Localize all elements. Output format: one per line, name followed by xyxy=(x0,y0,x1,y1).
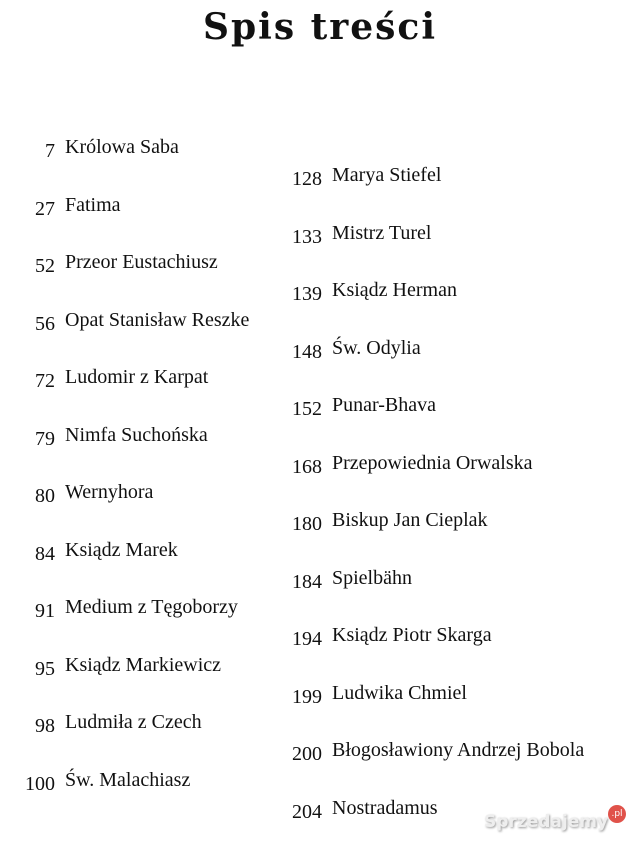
entry-title: Ksiądz Marek xyxy=(65,538,178,561)
page-number: 52 xyxy=(35,255,55,277)
page-number: 133 xyxy=(292,225,322,248)
page-number: 7 xyxy=(45,140,55,162)
entry-title: Biskup Jan Cieplak xyxy=(332,509,488,531)
page-number: 168 xyxy=(292,455,322,478)
page-number: 184 xyxy=(292,570,322,593)
entry-title: Nostradamus xyxy=(332,796,438,819)
entry-title: Medium z Tęgoborzy xyxy=(65,596,238,618)
entry-title: Królowa Saba xyxy=(65,136,179,158)
page-number: 199 xyxy=(292,685,322,708)
entry-title: Błogosławiony Andrzej Bobola xyxy=(332,739,585,761)
entry-title: Nimfa Suchońska xyxy=(65,423,208,446)
watermark-badge: .pl xyxy=(608,805,626,823)
entry-title: Ludomir z Karpat xyxy=(65,366,209,388)
page-number: 139 xyxy=(292,283,322,305)
entry-title: Przeor Eustachiusz xyxy=(65,251,218,273)
page-number: 128 xyxy=(292,168,322,190)
entry-title: Wernyhora xyxy=(65,481,154,503)
entry-title: Ksiądz Herman xyxy=(332,279,457,301)
entry-title: Spielbähn xyxy=(332,566,412,589)
page-number: 180 xyxy=(292,513,322,535)
page-number: 98 xyxy=(35,715,55,737)
entry-title: Ksiądz Piotr Skarga xyxy=(332,624,492,646)
page-number: 95 xyxy=(35,657,55,680)
page-number: 84 xyxy=(35,542,55,565)
page-number: 27 xyxy=(35,197,55,220)
page-number: 91 xyxy=(35,600,55,622)
page-title: Spis treści xyxy=(202,6,437,48)
page-number: 80 xyxy=(35,485,55,507)
watermark-logo: Sprzedajemy xyxy=(484,812,609,832)
entry-title: Marya Stiefel xyxy=(332,164,442,186)
entry-title: Św. Odylia xyxy=(332,336,421,359)
page-number: 100 xyxy=(25,772,55,795)
page-number: 72 xyxy=(35,370,55,392)
entry-title: Mistrz Turel xyxy=(332,221,432,244)
entry-title: Fatima xyxy=(65,193,121,216)
page-number: 194 xyxy=(292,628,322,650)
page-number: 56 xyxy=(35,312,55,335)
entry-title: Ksiądz Markiewicz xyxy=(65,653,222,676)
page-number: 152 xyxy=(292,398,322,420)
page-number: 79 xyxy=(35,427,55,450)
page-number: 148 xyxy=(292,340,322,363)
page-number: 200 xyxy=(292,743,322,765)
entry-title: Opat Stanisław Reszke xyxy=(65,308,250,331)
entry-title: Ludmiła z Czech xyxy=(65,711,202,733)
page-number: 204 xyxy=(292,800,322,823)
entry-title: Przepowiednia Orwalska xyxy=(332,451,533,474)
entry-title: Ludwika Chmiel xyxy=(332,681,467,704)
entry-title: Św. Malachiasz xyxy=(65,768,191,791)
entry-title: Punar-Bhava xyxy=(332,394,437,416)
